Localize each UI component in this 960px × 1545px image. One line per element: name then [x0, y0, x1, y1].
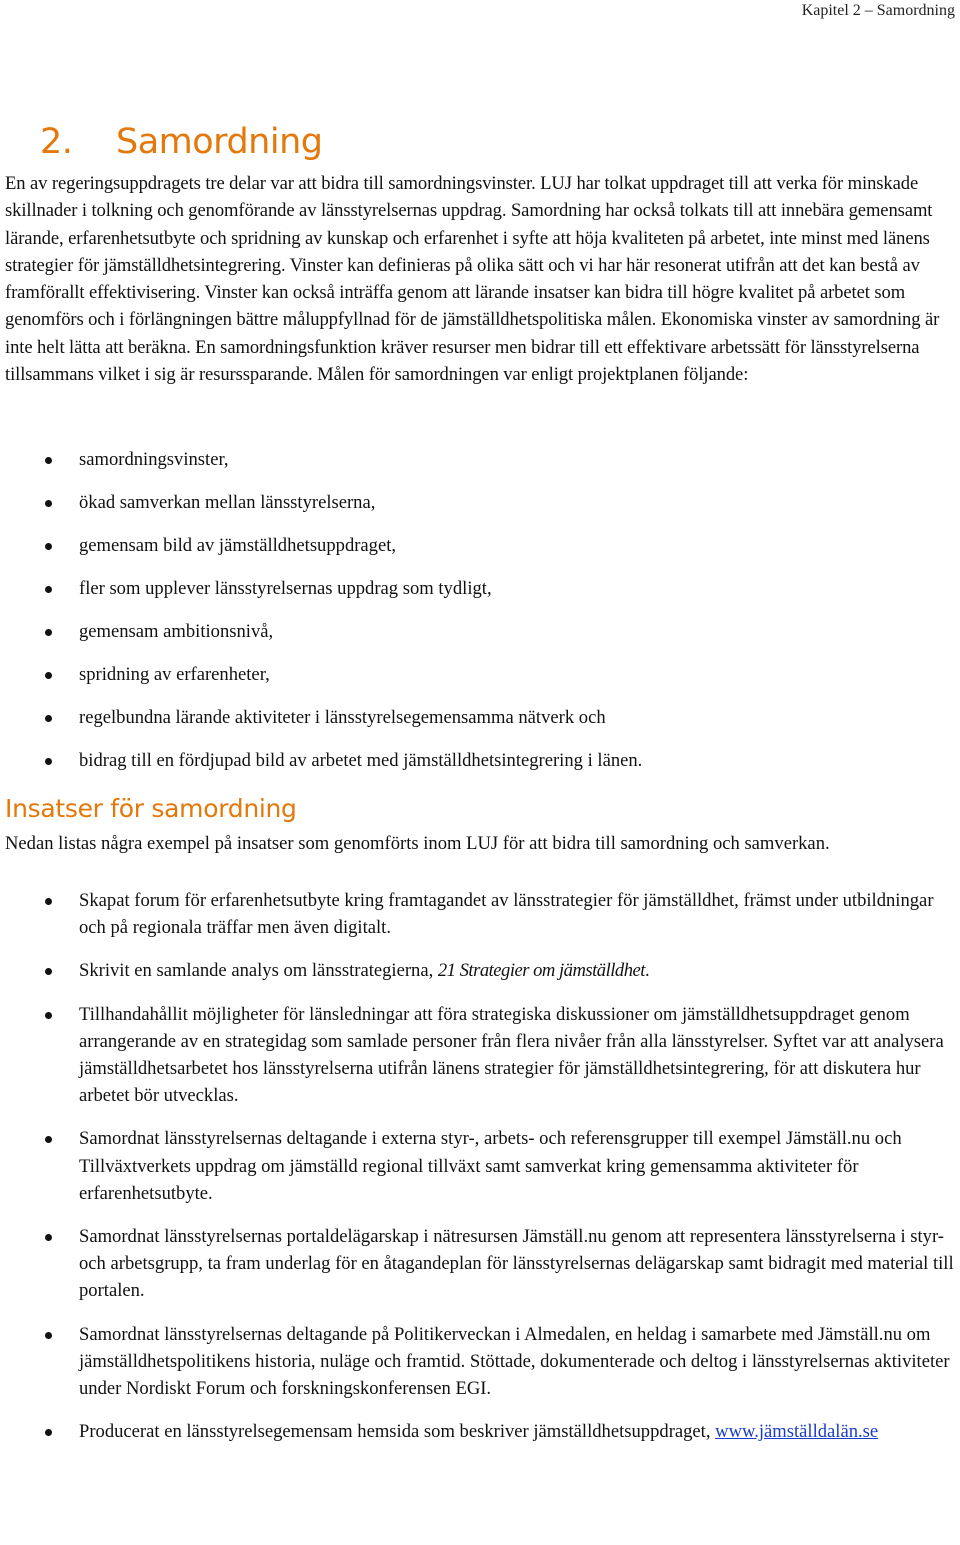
- chapter-heading: [40, 122, 322, 162]
- bullet-icon: [45, 672, 52, 679]
- list-item: [5, 747, 955, 774]
- actions-list: [5, 887, 960, 1461]
- bullet-icon: [45, 1012, 52, 1019]
- list-item: [5, 532, 955, 559]
- running-header: Kapitel 2 – Samordning: [801, 2, 955, 19]
- bullet-icon: [45, 1136, 52, 1143]
- list-item: [5, 618, 955, 645]
- report-title: 21 Strategier om jämställdhet: [437, 960, 645, 982]
- list-item-text: fler som upplever länsstyrelsernas uppdrag som tydligt,: [79, 578, 492, 599]
- list-item: [5, 661, 955, 688]
- list-item-text-end: .: [644, 960, 650, 982]
- list-item-text: Skapat forum för erfarenhetsutbyte kring framtagandet av länsstrategier för jämställdhet, främst under utbildningar och på regionala träffar men även digitalt.: [79, 890, 934, 939]
- intro-paragraph: En av regeringsuppdragets tre delar var att bidra till samordningsvinster. LUJ har tolkat uppdraget till att verka för minskade skillnader i tolkning och genomförande av länsstyrelsernas uppdrag. Samordning har också tolkats till att innebära gemensamt lärande, erfarenhetsutbyte och spridning av kunskap och erfarenhet i syfte att höja kvaliteten på arbetet, inte minst med länens strategier för jämställdhetsintegrering. Vinster kan definieras på olika sätt och vi har här resonerat utifrån att det kan bestå av framförallt effektivisering. Vinster kan också inträffa genom att lärande insatser kan bidra till högre kvalitet på arbetet som genomförs och i förlängningen bättre måluppfyllnad för de jämställdhetspolitiska målen. Ekonomiska vinster av samordning är inte helt lätta att beräkna. En samordningsfunktion kräver resurser men bidrar till ett effektivare arbetssätt för länsstyrelserna tillsammans vilket i sig är resurssparande. Målen för samordningen var enligt projektplanen följande:: [5, 173, 940, 386]
- list-item: [5, 446, 955, 473]
- bullet-icon: [45, 898, 52, 905]
- list-item-text: Samordnat länsstyrelsernas deltagande på Politikerveckan i Almedalen, en heldag i samarbete med Jämställ.nu om jämställdhetspolitikens historia, nuläge och framtid. Stöttade, dokumenterade och deltog i länsstyrelsernas aktiviteter under Nordiskt Forum och forskningskonferensen EGI.: [79, 1323, 950, 1400]
- list-item: [5, 887, 960, 941]
- list-item: [5, 1418, 960, 1445]
- bullet-icon: [45, 968, 52, 975]
- list-item: [5, 1321, 960, 1403]
- chapter-number: 2.: [40, 122, 73, 162]
- list-item-text: Producerat en länsstyrelsegemensam hemsida som beskriver jämställdhetsuppdraget,: [79, 1421, 716, 1443]
- bullet-icon: [45, 1332, 52, 1339]
- bullet-icon: [45, 1234, 52, 1241]
- list-item: [5, 575, 955, 602]
- list-item: [5, 1001, 960, 1110]
- list-item-text: Skrivit en samlande analys om länsstrategierna,: [79, 960, 438, 982]
- list-item-text: Samordnat länsstyrelsernas deltagande i externa styr-, arbets- och referensgrupper till exempel Jämställ.nu och Tillväxtverkets uppdrag om jämställd regional tillväxt samt samverkat kring gemensamma aktiviteter för erfarenhetsutbyte.: [79, 1128, 902, 1204]
- list-item-text: Samordnat länsstyrelsernas portaldelägarskap i nätresursen Jämställ.nu genom att representera länsstyrelserna i styr- och arbetsgrupp, ta fram underlag för en åtagandeplan för länsstyrelsernas delägarskap samt bidragit med material till portalen.: [79, 1226, 954, 1302]
- list-item: [5, 1125, 960, 1207]
- bullet-icon: [45, 500, 52, 507]
- bullet-icon: [45, 457, 52, 464]
- list-item-text: spridning av erfarenheter,: [79, 664, 270, 685]
- list-item-text: bidrag till en fördjupad bild av arbetet med jämställdhetsintegrering i länen.: [79, 750, 643, 771]
- chapter-title: Samordning: [116, 122, 323, 162]
- list-item-text: regelbundna lärande aktiviteter i länsstyrelsegemensamma nätverk och: [79, 707, 606, 728]
- bullet-icon: [45, 715, 52, 722]
- goals-list: [5, 446, 955, 790]
- bullet-icon: [45, 1429, 52, 1436]
- list-item-text: gemensam bild av jämställdhetsuppdraget,: [79, 535, 397, 556]
- list-item: [5, 1223, 960, 1305]
- bullet-icon: [45, 758, 52, 765]
- list-item-text: Tillhandahållit möjligheter för länsledningar att föra strategiska diskussioner om jämställdhetsuppdraget genom arrangerande av en strategidag som samlade personer från flera nivåer från alla länsstyrelser. Syftet var att analysera jämställdhetsarbetet hos länsstyrelserna utifrån länens strategier för jämställdhetsintegrering, för att diskutera hur arbetet bör utvecklas.: [79, 1003, 944, 1107]
- website-link[interactable]: www.jämställdalän.se: [715, 1421, 879, 1443]
- bullet-icon: [45, 543, 52, 550]
- list-item-text: gemensam ambitionsnivå,: [79, 621, 274, 642]
- bullet-icon: [45, 586, 52, 593]
- section-intro: Nedan listas några exempel på insatser som genomförts inom LUJ för att bidra till samordning och samverkan.: [5, 833, 830, 854]
- section-heading: Insatser för samordning: [5, 794, 297, 823]
- list-item: [5, 704, 955, 731]
- list-item: [5, 489, 955, 516]
- list-item: [5, 957, 960, 984]
- bullet-icon: [45, 629, 52, 636]
- list-item-text: ökad samverkan mellan länsstyrelserna,: [79, 492, 376, 513]
- list-item-text: samordningsvinster,: [79, 449, 229, 470]
